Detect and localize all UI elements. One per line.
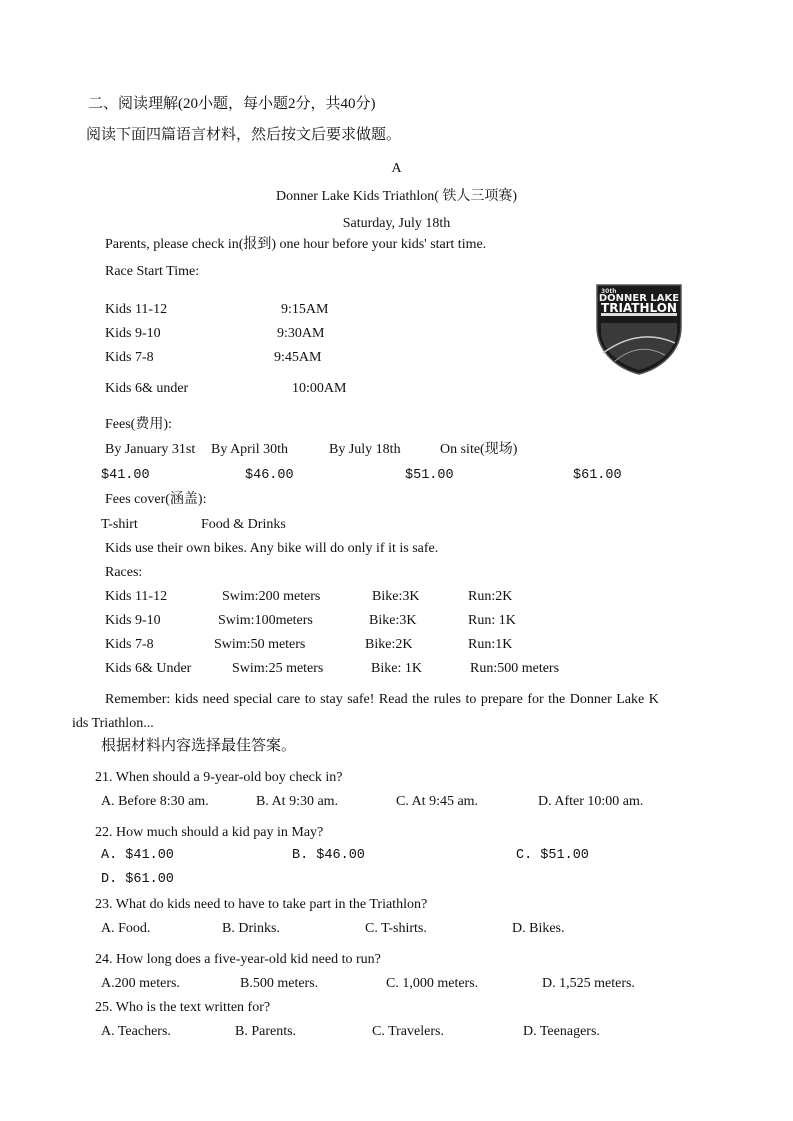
question-option: B. $46.00 <box>292 848 365 863</box>
fee-period: By April 30th <box>211 442 289 457</box>
race-run: Run:500 meters <box>470 661 560 676</box>
logo-line1: 30th <box>601 288 617 295</box>
question-option: D. $61.00 <box>101 872 174 887</box>
remember-line: Remember: kids need special care to stay safe! Read the rules to prepare for the Donner Lake K <box>105 692 659 707</box>
race-bike: Bike:3K <box>369 613 417 628</box>
question-option: A. Before 8:30 am. <box>101 794 209 809</box>
fee-amount: $61.00 <box>573 468 622 483</box>
question-option: B. At 9:30 am. <box>256 794 339 809</box>
question-stem: 22. How much should a kid pay in May? <box>95 825 324 840</box>
question-option: D. 1,525 meters. <box>542 976 635 991</box>
question-option: D. Teenagers. <box>523 1024 600 1039</box>
question-option: B. Parents. <box>235 1024 297 1039</box>
start-group: Kids 7-8 <box>105 350 154 365</box>
fees-cover-item: Food & Drinks <box>201 517 286 532</box>
races-heading: Races: <box>105 565 143 580</box>
race-run: Run:1K <box>468 637 513 652</box>
remember-line: ids Triathlon... <box>72 716 154 731</box>
race-group: Kids 11-12 <box>105 589 168 604</box>
question-option: A. Food. <box>101 921 151 936</box>
race-run: Run: 1K <box>468 613 516 628</box>
question-option: C. 1,000 meters. <box>386 976 479 991</box>
fee-period: On site(现场) <box>440 442 518 457</box>
fees-cover-heading: Fees cover(涵盖): <box>105 492 207 507</box>
race-swim: Swim:100meters <box>218 613 313 628</box>
race-run: Run:2K <box>468 589 513 604</box>
logo-line3: TRIATHLON <box>601 301 677 315</box>
start-time: 9:30AM <box>277 326 325 341</box>
race-bike: Bike: 1K <box>371 661 422 676</box>
question-stem: 23. What do kids need to have to take part in the Triathlon? <box>95 897 428 912</box>
race-start-heading: Race Start Time: <box>105 264 200 279</box>
question-option: D. Bikes. <box>512 921 565 936</box>
fee-amount: $46.00 <box>245 468 294 483</box>
question-stem: 24. How long does a five-year-old kid need to run? <box>95 952 381 967</box>
race-bike: Bike:2K <box>365 637 413 652</box>
race-swim: Swim:200 meters <box>222 589 321 604</box>
question-option: C. $51.00 <box>516 848 589 863</box>
instruction: 阅读下面四篇语言材料，然后按文后要求做题。 <box>86 127 402 143</box>
question-stem: 25. Who is the text written for? <box>95 1000 271 1015</box>
question-option: D. After 10:00 am. <box>538 794 644 809</box>
choose-instruction: 根据材料内容选择最佳答案。 <box>101 738 297 754</box>
race-group: Kids 6& Under <box>105 661 192 676</box>
start-time: 9:45AM <box>274 350 322 365</box>
question-option: A. Teachers. <box>101 1024 171 1039</box>
fee-amount: $51.00 <box>405 468 454 483</box>
triathlon-logo <box>593 283 685 375</box>
fee-period: By July 18th <box>329 442 401 457</box>
question-option: C. At 9:45 am. <box>396 794 479 809</box>
passage-date: Saturday, July 18th <box>342 216 451 231</box>
section-title: 二、阅读理解(20小题，每小题2分，共40分) <box>88 96 376 112</box>
logo-line2: DONNER LAKE <box>598 293 680 304</box>
fee-amount: $41.00 <box>101 468 150 483</box>
question-option: A. $41.00 <box>101 848 174 863</box>
start-time: 9:15AM <box>281 302 329 317</box>
question-option: C. T-shirts. <box>365 921 427 936</box>
checkin-note: Parents, please check in(报到) one hour before your kids' start time. <box>105 237 487 252</box>
fees-heading: Fees(费用): <box>105 417 172 432</box>
question-option: C. Travelers. <box>372 1024 444 1039</box>
question-stem: 21. When should a 9-year-old boy check in? <box>95 770 343 785</box>
race-bike: Bike:3K <box>372 589 420 604</box>
start-time: 10:00AM <box>292 381 347 396</box>
question-option: B. Drinks. <box>222 921 280 936</box>
race-group: Kids 9-10 <box>105 613 161 628</box>
race-swim: Swim:25 meters <box>232 661 324 676</box>
race-group: Kids 7-8 <box>105 637 154 652</box>
passage-title: Donner Lake Kids Triathlon( 铁人三项赛) <box>275 189 518 204</box>
question-option: B.500 meters. <box>240 976 319 991</box>
bike-note: Kids use their own bikes. Any bike will do only if it is safe. <box>105 541 439 556</box>
fee-period: By January 31st <box>105 442 196 457</box>
race-swim: Swim:50 meters <box>214 637 306 652</box>
passage-letter: A <box>391 161 402 176</box>
fees-cover-item: T-shirt <box>101 517 138 532</box>
start-group: Kids 6& under <box>105 381 189 396</box>
question-option: A.200 meters. <box>101 976 180 991</box>
start-group: Kids 9-10 <box>105 326 161 341</box>
start-group: Kids 11-12 <box>105 302 168 317</box>
